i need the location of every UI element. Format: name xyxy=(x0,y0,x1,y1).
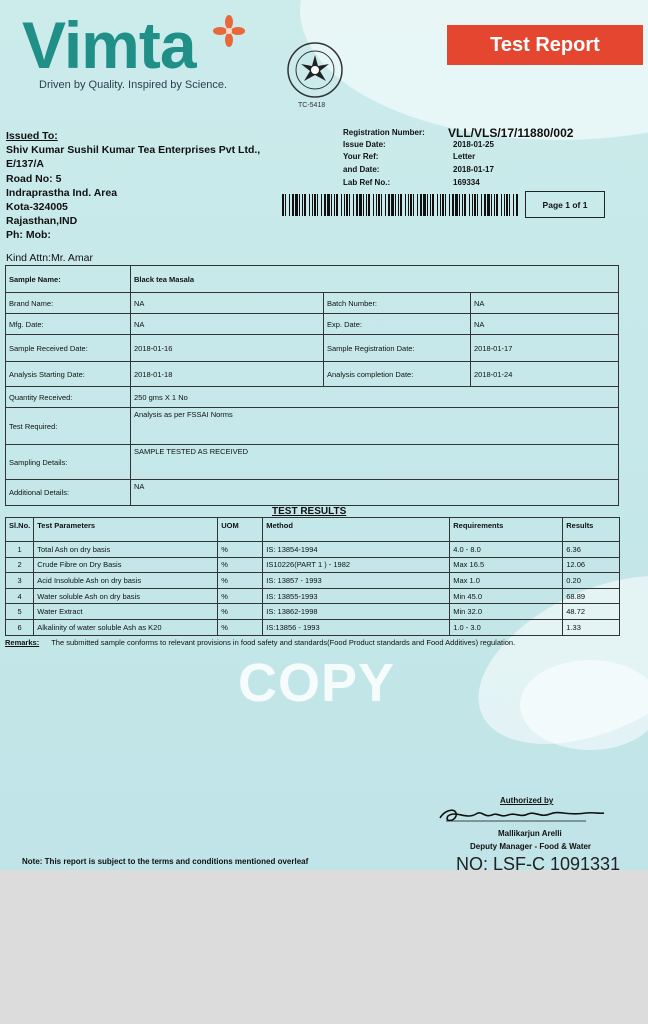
lab-ref-value: 169334 xyxy=(453,178,480,187)
kind-attention: Kind Attn:Mr. Amar xyxy=(6,252,93,264)
page-indicator: Page 1 of 1 xyxy=(525,191,605,218)
seal-emblem-icon xyxy=(280,42,350,100)
additional-label: Additional Details: xyxy=(6,480,131,506)
result-cell: 12.06 xyxy=(563,557,620,573)
method-cell: IS10226(PART 1 ) - 1982 xyxy=(263,557,450,573)
issue-date-label: Issue Date: xyxy=(343,140,386,149)
result-cell: 68.89 xyxy=(563,588,620,604)
sl-no-cell: 2 xyxy=(6,557,34,573)
sl-no-cell: 3 xyxy=(6,573,34,589)
copy-watermark: COPY xyxy=(238,653,396,713)
parameter-cell: Alkalinity of water soluble Ash as K20 xyxy=(34,619,218,635)
batch-value: NA xyxy=(471,293,619,314)
background-swirl xyxy=(300,0,648,140)
background-swirl xyxy=(520,660,648,750)
signature-image xyxy=(436,804,606,826)
batch-label: Batch Number: xyxy=(324,293,471,314)
ref-date-label: and Date: xyxy=(343,165,380,174)
uom-cell: % xyxy=(218,542,263,558)
method-cell: IS: 13857 - 1993 xyxy=(263,573,450,589)
table-row xyxy=(6,314,619,335)
sampling-value: SAMPLE TESTED AS RECEIVED xyxy=(131,445,619,480)
test-required-value: Analysis as per FSSAI Norms xyxy=(131,408,619,445)
address-line: Road No: 5 xyxy=(6,172,62,185)
requirement-cell: Min 32.0 xyxy=(450,604,563,620)
registration-number-label: Registration Number: xyxy=(343,128,425,137)
method-cell: IS: 13855-1993 xyxy=(263,588,450,604)
your-ref-label: Your Ref: xyxy=(343,152,379,161)
quantity-value: 250 gms X 1 No xyxy=(131,387,619,408)
ref-date-value: 2018-01-17 xyxy=(453,165,494,174)
uom-cell: % xyxy=(218,604,263,620)
parameter-cell: Total Ash on dry basis xyxy=(34,542,218,558)
issued-to-block xyxy=(6,129,260,243)
registration-number: VLL/VLS/17/11880/002 xyxy=(448,126,574,140)
result-cell: 0.20 xyxy=(563,573,620,589)
test-results-table xyxy=(5,517,620,636)
sl-no-cell: 4 xyxy=(6,588,34,604)
remarks xyxy=(5,638,515,647)
lab-ref-label: Lab Ref No.: xyxy=(343,178,391,187)
address-line: Kota-324005 xyxy=(6,201,68,214)
table-row xyxy=(6,604,620,620)
table-row xyxy=(6,588,620,604)
mfg-date-label: Mfg. Date: xyxy=(6,314,131,335)
column-header: UOM xyxy=(218,518,263,542)
start-date-value: 2018-01-18 xyxy=(131,362,324,387)
start-date-label: Analysis Starting Date: xyxy=(6,362,131,387)
table-row xyxy=(6,445,619,480)
parameter-cell: Water Extract xyxy=(34,604,218,620)
method-cell: IS: 13854-1994 xyxy=(263,542,450,558)
received-date-label: Sample Received Date: xyxy=(6,335,131,362)
requirement-cell: Max 16.5 xyxy=(450,557,563,573)
your-ref-value: Letter xyxy=(453,152,476,161)
address-line: Shiv Kumar Sushil Kumar Tea Enterprises Pvt Ltd., xyxy=(6,144,261,157)
table-row xyxy=(6,387,619,408)
requirement-cell: Max 1.0 xyxy=(450,573,563,589)
quantity-label: Quantity Received: xyxy=(6,387,131,408)
additional-value: NA xyxy=(131,480,619,506)
exp-date-value: NA xyxy=(471,314,619,335)
sample-details-table xyxy=(5,265,619,506)
table-row xyxy=(6,362,619,387)
requirement-cell: 4.0 - 8.0 xyxy=(450,542,563,558)
uom-cell: % xyxy=(218,619,263,635)
sample-name-label: Sample Name: xyxy=(6,266,131,293)
exp-date-label: Exp. Date: xyxy=(324,314,471,335)
issued-to-label: Issued To: xyxy=(6,130,58,142)
uom-cell: % xyxy=(218,557,263,573)
method-cell: IS:13856 - 1993 xyxy=(263,619,450,635)
brand-label: Brand Name: xyxy=(6,293,131,314)
signer-title: Deputy Manager - Food & Water xyxy=(470,842,592,851)
address-line: Rajasthan,IND xyxy=(6,215,78,228)
requirement-cell: 1.0 - 3.0 xyxy=(450,619,563,635)
table-row xyxy=(6,557,620,573)
result-cell: 48.72 xyxy=(563,604,620,620)
test-required-label: Test Required: xyxy=(6,408,131,445)
completion-date-value: 2018-01-24 xyxy=(471,362,619,387)
table-row xyxy=(6,335,619,362)
results-title: TEST RESULTS xyxy=(272,506,347,517)
sample-name-value: Black tea Masala xyxy=(131,266,619,293)
received-date-value: 2018-01-16 xyxy=(131,335,324,362)
table-row xyxy=(6,293,619,314)
table-row xyxy=(6,480,619,506)
issue-date-value: 2018-01-25 xyxy=(453,140,494,149)
sl-no-cell: 6 xyxy=(6,619,34,635)
remarks-label: Remarks: xyxy=(5,638,40,647)
brand-value: NA xyxy=(131,293,324,314)
seal-code: TC-5418 xyxy=(298,102,326,109)
table-row xyxy=(6,573,620,589)
column-header: Test Parameters xyxy=(34,518,218,542)
completion-date-label: Analysis completion Date: xyxy=(324,362,471,387)
accreditation-seal xyxy=(280,42,350,109)
column-header: Sl.No. xyxy=(6,518,34,542)
method-cell: IS: 13862-1998 xyxy=(263,604,450,620)
address-line: E/137/A xyxy=(6,158,44,171)
table-row xyxy=(6,266,619,293)
result-cell: 6.36 xyxy=(563,542,620,558)
parameter-cell: Water soluble Ash on dry basis xyxy=(34,588,218,604)
registration-date-value: 2018-01-17 xyxy=(471,335,619,362)
barcode xyxy=(282,194,520,216)
flower-icon xyxy=(212,14,246,48)
parameter-cell: Crude Fibre on Dry Basis xyxy=(34,557,218,573)
column-header: Requirements xyxy=(450,518,563,542)
report-title-badge: Test Report xyxy=(447,25,643,65)
mfg-date-value: NA xyxy=(131,314,324,335)
terms-note: Note: This report is subject to the terms and conditions mentioned overleaf xyxy=(22,857,309,866)
parameter-cell: Acid Insoluble Ash on dry basis xyxy=(34,573,218,589)
authorized-by-label: Authorized by xyxy=(500,796,554,805)
column-header: Method xyxy=(263,518,450,542)
logo-tagline: Driven by Quality. Inspired by Science. xyxy=(39,79,228,91)
table-row xyxy=(6,408,619,445)
address-line: Indraprastha Ind. Area xyxy=(6,186,118,199)
sl-no-cell: 5 xyxy=(6,604,34,620)
address-line: Ph: Mob: xyxy=(6,229,51,242)
remarks-text: The submitted sample conforms to relevant provisions in food safety and standards(Food Product standards and Food Additives) regulation. xyxy=(51,638,516,647)
uom-cell: % xyxy=(218,573,263,589)
sampling-label: Sampling Details: xyxy=(6,445,131,480)
logo-wordmark: Vimta xyxy=(22,8,196,82)
column-header: Results xyxy=(563,518,620,542)
table-row xyxy=(6,619,620,635)
registration-date-label: Sample Registration Date: xyxy=(324,335,471,362)
vimta-logo xyxy=(22,8,228,91)
sl-no-cell: 1 xyxy=(6,542,34,558)
uom-cell: % xyxy=(218,588,263,604)
table-row xyxy=(6,542,620,558)
table-header-row xyxy=(6,518,620,542)
result-cell: 1.33 xyxy=(563,619,620,635)
serial-number: NO: LSF-C 1091331 xyxy=(456,854,621,870)
signer-name: Mallikarjun Arelli xyxy=(498,829,562,838)
requirement-cell: Min 45.0 xyxy=(450,588,563,604)
